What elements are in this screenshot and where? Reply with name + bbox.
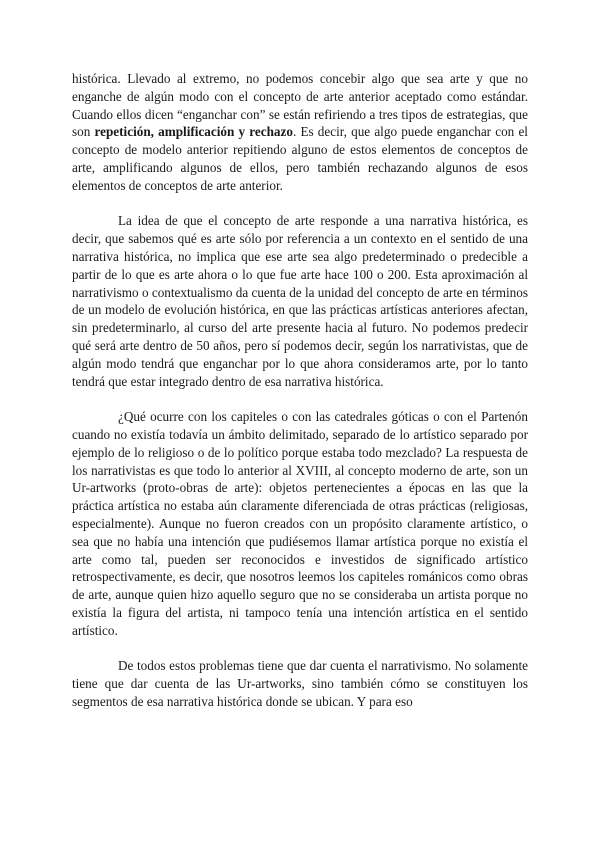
paragraph-1-text-start: histórica. Llevado al extremo, no podemos concebir algo que sea arte y que no enganche de algún modo con el concepto de arte anterior aceptado como estándar. Cuando ellos dicen “enganchar con” se están refiriendo a tres tipos de estrategias, que son <box>72 71 528 140</box>
paragraph-3: ¿Qué ocurre con los capiteles o con las catedrales góticas o con el Partenón cuando no existía todavía un ámbito delimitado, separado de lo artístico separado por ejemplo de lo religioso o de lo político porque estaba todo mezclado? La respuesta de los narrativistas es que todo lo anterior al XVIII, al concepto moderno de arte, son un Ur-artworks (proto-obras de arte): objetos pertenecientes a épocas en las que la práctica artística no estaba aún claramente diferenciada de otras prácticas (religiosas, especialmente). Aunque no fueron creados con un propósito claramente artístico, o sea que no había una intención que pudiésemos llamar artística porque no existía el arte como tal, pueden ser reconocidos e investidos de significado artístico retrospectivamente, es decir, que nosotros leemos los capiteles románicos como obras de arte, aunque quien hizo aquello seguro que no se consideraba un artista porque no existía la figura del artista, ni tampoco tenía una intención artística en el sentido artístico. <box>72 409 528 638</box>
paragraph-1 <box>72 70 528 195</box>
paragraph-1-text-end: . Es decir, que algo puede enganchar con el concepto de modelo anterior repitiendo alguno de estos elementos de conceptos de arte, amplificando algunos de ellos, pero también rechazando algunos de esos elementos de conceptos de arte anterior. <box>72 124 528 193</box>
page-body <box>72 70 528 711</box>
paragraph-4: De todos estos problemas tiene que dar cuenta el narrativismo. No solamente tiene que dar cuenta de las Ur-artworks, sino también cómo se constituyen los segmentos de esa narrativa histórica donde se ubican. Y para eso <box>72 658 528 709</box>
paragraph-2: La idea de que el concepto de arte responde a una narrativa histórica, es decir, que sabemos qué es arte sólo por referencia a un contexto en el sentido de una narrativa histórica, no implica que ese arte sea algo predeterminado o predecible a partir de lo que es arte ahora o lo que fue arte hace 100 o 200. Esta aproximación al narrativismo o contextualismo da cuenta de la unidad del concepto de arte en términos de un modelo de evolución histórica, en que las prácticas artísticas anteriores afectan, sin predeterminarlo, al curso del arte presente hacia al futuro. No podemos predecir qué será arte dentro de 50 años, pero sí podemos decir, según los narrativistas, que de algún modo tendrá que enganchar por lo que ahora consideramos arte, por lo tanto tendrá que estar integrado dentro de esa narrativa histórica. <box>72 213 528 389</box>
paragraph-1-bold-terms: repetición, amplificación y rechazo <box>94 124 293 140</box>
